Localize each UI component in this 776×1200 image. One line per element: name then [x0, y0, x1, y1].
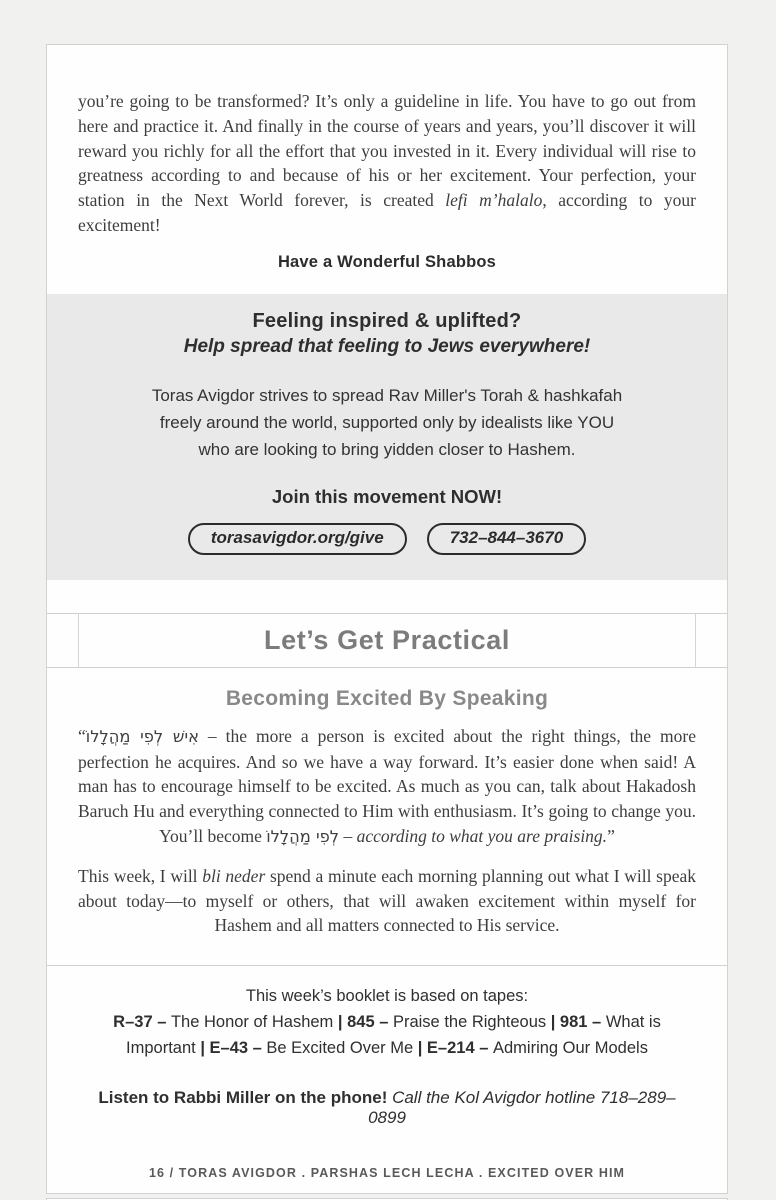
donate-url-button[interactable]: torasavigdor.org/give	[188, 523, 407, 555]
lets-get-practical-banner	[47, 613, 727, 668]
practical-section	[47, 668, 727, 965]
practical-paragraph-1: “אִישׁ לְפִי מַהֲלָלוֹ – the more a person is excited about the right things, the more perfection he acquires. And so we have a way forward. It’s easier done when said! A man has to encourage himself to be excited. As much as you can, talk about Hakadosh Baruch Hu and everything connected to Him with enthusiasm. It’s going to change you. You’ll become לְפִי מַהֲלָלוֹ – according to what you are praising.”	[78, 725, 696, 846]
promo-buttons-row	[77, 523, 697, 555]
hotline-line: Listen to Rabbi Miller on the phone! Call the Kol Avigdor hotline 718–289–0899	[98, 1088, 676, 1128]
promo-body-line: who are looking to bring yidden closer to Hashem.	[198, 439, 576, 459]
booklet-page	[46, 44, 728, 1194]
closing-paragraph: you’re going to be transformed? It’s only a guideline in life. You have to go out from here and practice it. And finally in the course of years and years, you’ll discover it will reward you richly for all the effort that you invested in it. Every individual will rise to greatness according to and because of his or her excitement. Your perfection, your station in the Next World forever, is created lefi m’halalo, according to your excitement!	[78, 91, 696, 235]
closing-text-section	[47, 45, 727, 272]
tapes-section	[47, 966, 727, 1128]
banner-title: Let’s Get Practical	[263, 624, 510, 655]
tapes-list-line: R–37 – The Honor of Hashem | 845 – Praise the Righteous | 981 – What is	[113, 1013, 661, 1032]
donate-phone-button[interactable]: 732–844–3670	[427, 523, 586, 555]
promo-body-line: freely around the world, supported only by idealists like YOU	[159, 412, 615, 432]
practical-section-title: Becoming Excited By Speaking	[225, 686, 549, 710]
promo-body	[77, 382, 697, 463]
section-gap	[47, 580, 727, 613]
banner-left-tick	[78, 614, 79, 667]
shabbos-signoff: Have a Wonderful Shabbos	[277, 252, 497, 271]
promo-heading: Feeling inspired & uplifted?	[252, 309, 522, 332]
tapes-list-line: Important | E–43 – Be Excited Over Me | E–214 – Admiring Our Models	[126, 1039, 648, 1058]
donation-promo-box	[47, 294, 727, 580]
tapes-intro: This week’s booklet is based on tapes:	[245, 987, 529, 1006]
banner-right-tick	[695, 614, 696, 667]
viewer-background	[0, 44, 776, 1200]
practical-paragraph-2: This week, I will bli neder spend a minute each morning planning out what I will speak about today—to myself or others, that will awaken excitement within myself for Hashem and all matters connected to His service.	[78, 865, 696, 936]
promo-cta: Join this movement NOW!	[271, 485, 503, 507]
promo-subheading: Help spread that feeling to Jews everywhere!	[183, 335, 591, 357]
promo-body-line: Toras Avigdor strives to spread Rav Miller's Torah & hashkafah	[151, 385, 623, 405]
page-footer: 16 / TORAS AVIGDOR . PARSHAS LECH LECHA . EXCITED OVER HIM	[148, 1166, 626, 1181]
